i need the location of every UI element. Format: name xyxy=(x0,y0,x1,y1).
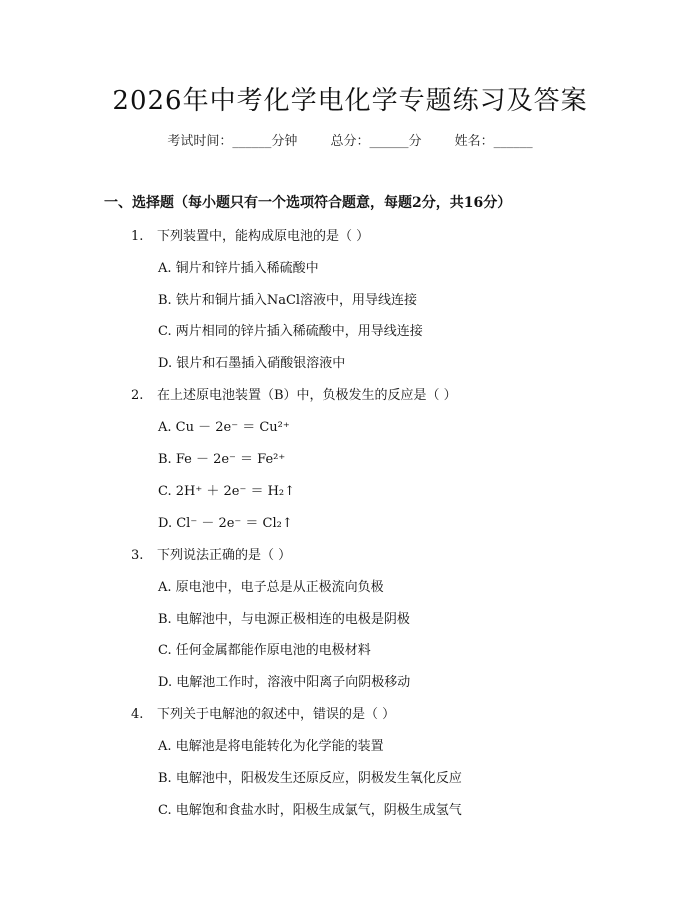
question-number: 4. xyxy=(131,707,144,722)
question-3 xyxy=(131,544,291,563)
document-title: 2026年中考化学电化学专题练习及答案 xyxy=(112,86,588,116)
question-4-option-b: B. 电解池中，阳极发生还原反应，阴极发生氧化反应 xyxy=(158,771,462,786)
section-heading-multiple-choice: 一、选择题（每小题只有一个选项符合题意，每题2分，共16分） xyxy=(104,195,512,211)
question-stem: 下列装置中，能构成原电池的是（ ） xyxy=(157,229,370,244)
question-2-option-a: A. Cu － 2e⁻ ＝ Cu²⁺ xyxy=(158,420,290,435)
question-4-option-a: A. 电解池是将电能转化为化学能的装置 xyxy=(158,739,384,754)
question-1-option-a: A. 铜片和锌片插入稀硫酸中 xyxy=(158,261,319,276)
question-2-option-c: C. 2H⁺ ＋ 2e⁻ ＝ H₂↑ xyxy=(158,484,296,499)
total-score-field: 总分：______分 xyxy=(330,134,422,149)
question-3-option-d: D. 电解池工作时，溶液中阳离子向阴极移动 xyxy=(158,675,411,690)
name-field: 姓名：______ xyxy=(454,134,533,149)
question-stem: 下列关于电解池的叙述中，错误的是（ ） xyxy=(157,707,396,722)
question-1 xyxy=(131,225,369,244)
question-number: 3. xyxy=(131,548,144,563)
question-number: 1. xyxy=(131,229,144,244)
question-3-option-c: C. 任何金属都能作原电池的电极材料 xyxy=(158,643,371,658)
question-number: 2. xyxy=(131,388,144,403)
question-2-option-b: B. Fe － 2e⁻ ＝ Fe²⁺ xyxy=(158,452,286,467)
question-1-option-d: D. 银片和石墨插入硝酸银溶液中 xyxy=(158,356,346,371)
question-3-option-a: A. 原电池中，电子总是从正极流向负极 xyxy=(158,580,384,595)
question-2 xyxy=(131,384,457,403)
question-4-option-c: C. 电解饱和食盐水时，阳极生成氯气，阴极生成氢气 xyxy=(158,803,462,818)
question-1-option-c: C. 两片相同的锌片插入稀硫酸中，用导线连接 xyxy=(158,324,423,339)
question-1-option-b: B. 铁片和铜片插入NaCl溶液中，用导线连接 xyxy=(158,293,418,308)
question-3-option-b: B. 电解池中，与电源正极相连的电极是阴极 xyxy=(158,612,410,627)
question-2-option-d: D. Cl⁻ － 2e⁻ ＝ Cl₂↑ xyxy=(158,516,293,531)
exam-time-field: 考试时间：______分钟 xyxy=(167,134,298,149)
exam-info-line xyxy=(0,130,700,149)
question-4 xyxy=(131,703,395,722)
question-stem: 在上述原电池装置（B）中，负极发生的反应是（ ） xyxy=(157,388,457,403)
question-stem: 下列说法正确的是（ ） xyxy=(157,548,292,563)
